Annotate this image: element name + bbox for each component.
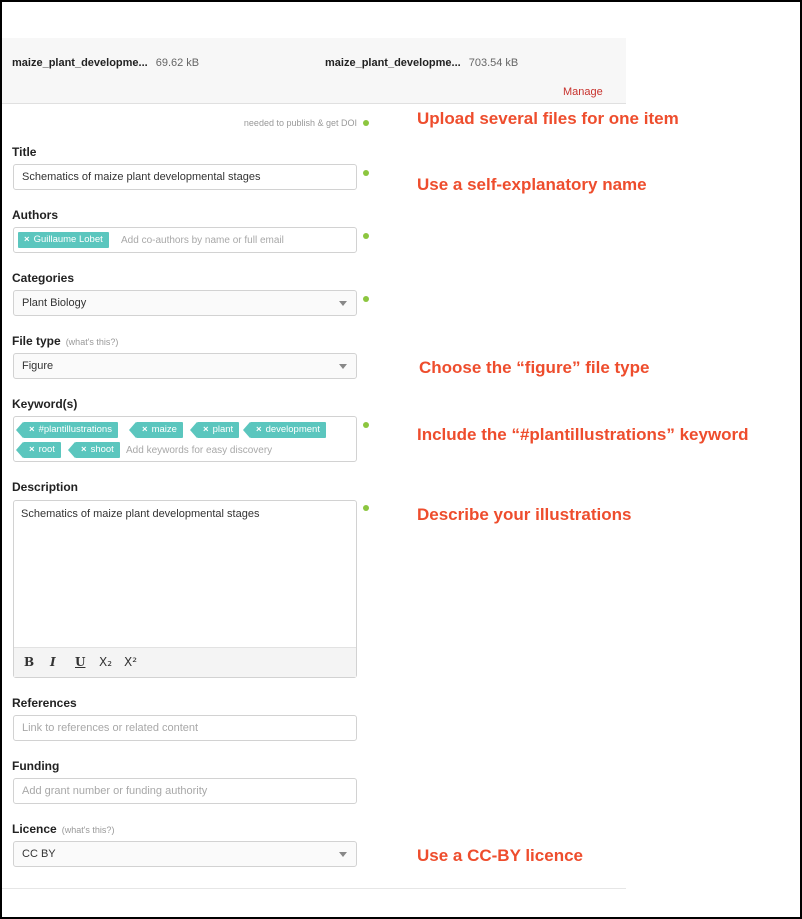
references-label: References <box>12 696 77 710</box>
licence-select[interactable] <box>13 841 357 867</box>
keyword-tag[interactable] <box>23 422 118 438</box>
keyword-tag[interactable] <box>136 422 183 438</box>
author-tag[interactable] <box>18 232 109 248</box>
authors-label: Authors <box>12 208 58 222</box>
keywords-label: Keyword(s) <box>12 397 78 411</box>
annotation-keyword: Include the “#plantillustrations” keyword <box>417 425 749 444</box>
licence-label-text: Licence <box>12 822 57 836</box>
licence-value: CC BY <box>22 848 56 860</box>
underline-button[interactable]: U <box>75 655 86 669</box>
uploaded-file[interactable] <box>325 57 518 69</box>
categories-value: Plant Biology <box>22 297 87 309</box>
title-value: Schematics of maize plant developmental stages <box>22 171 261 183</box>
author-tag-label: Guillaume Lobet <box>33 234 103 245</box>
required-dot <box>363 120 369 126</box>
subscript-button[interactable]: X₂ <box>99 655 113 669</box>
required-dot <box>363 422 369 428</box>
keyword-tag[interactable] <box>23 442 61 458</box>
annotation-figure: Choose the “figure” file type <box>419 358 650 377</box>
keyword-tag[interactable] <box>197 422 239 438</box>
required-dot <box>363 296 369 302</box>
file-name: maize_plant_developme... <box>325 57 461 69</box>
chevron-down-icon <box>339 301 347 306</box>
remove-tag-icon[interactable]: × <box>29 444 35 455</box>
bold-button[interactable]: B <box>24 655 35 669</box>
required-dot <box>363 170 369 176</box>
remove-tag-icon[interactable]: × <box>142 424 148 435</box>
keyword-tag-label: development <box>265 424 320 435</box>
remove-tag-icon[interactable]: × <box>81 444 87 455</box>
file-size: 69.62 kB <box>155 57 200 69</box>
keywords-placeholder: Add keywords for easy discovery <box>126 445 273 456</box>
remove-tag-icon[interactable]: × <box>256 424 262 435</box>
annotation-licence: Use a CC-BY licence <box>417 846 583 865</box>
superscript-button[interactable]: X² <box>124 655 138 669</box>
keyword-tag[interactable] <box>75 442 120 458</box>
keyword-tag-label: #plantillustrations <box>38 424 112 435</box>
file-size: 703.54 kB <box>468 57 519 69</box>
title-input[interactable] <box>13 164 357 190</box>
keywords-input[interactable] <box>13 416 357 462</box>
references-input[interactable] <box>13 715 357 741</box>
uploaded-file[interactable] <box>12 57 199 69</box>
keyword-tag-label: plant <box>212 424 234 435</box>
required-dot <box>363 505 369 511</box>
divider <box>2 888 626 889</box>
file-type-value: Figure <box>22 360 54 372</box>
description-editor[interactable] <box>13 500 357 678</box>
manage-files-link[interactable]: Manage <box>563 86 603 98</box>
description-value: Schematics of maize plant developmental stages <box>21 508 260 520</box>
remove-tag-icon[interactable]: × <box>203 424 209 435</box>
funding-input[interactable] <box>13 778 357 804</box>
file-name: maize_plant_developme... <box>12 57 148 69</box>
keyword-tag-label: root <box>38 444 55 455</box>
file-type-label-text: File type <box>12 334 61 348</box>
remove-tag-icon[interactable]: × <box>24 234 30 245</box>
remove-tag-icon[interactable]: × <box>29 424 35 435</box>
chevron-down-icon <box>339 364 347 369</box>
whats-this-link[interactable]: (what's this?) <box>61 825 115 835</box>
required-dot <box>363 233 369 239</box>
italic-button[interactable]: I <box>50 655 56 669</box>
keyword-tag[interactable] <box>250 422 326 438</box>
uploaded-files-bar <box>2 38 626 104</box>
references-placeholder: Link to references or related content <box>22 722 199 734</box>
title-label: Title <box>12 145 37 159</box>
formatting-toolbar <box>14 647 356 677</box>
funding-label: Funding <box>12 759 60 773</box>
keyword-tag-label: maize <box>151 424 177 435</box>
categories-select[interactable] <box>13 290 357 316</box>
chevron-down-icon <box>339 852 347 857</box>
funding-placeholder: Add grant number or funding authority <box>22 785 208 797</box>
whats-this-link[interactable]: (what's this?) <box>65 337 119 347</box>
file-type-select[interactable] <box>13 353 357 379</box>
authors-input[interactable] <box>13 227 357 253</box>
description-label: Description <box>12 480 79 494</box>
keyword-tag-label: shoot <box>90 444 114 455</box>
authors-placeholder: Add co-authors by name or full email <box>121 235 284 246</box>
annotation-describe: Describe your illustrations <box>417 505 632 524</box>
licence-label <box>12 822 114 836</box>
categories-label: Categories <box>12 271 75 285</box>
annotation-name: Use a self-explanatory name <box>417 175 647 194</box>
doi-requirement-note: needed to publish & get DOI <box>243 118 357 128</box>
file-type-label <box>12 334 118 348</box>
annotation-upload: Upload several files for one item <box>417 109 679 128</box>
